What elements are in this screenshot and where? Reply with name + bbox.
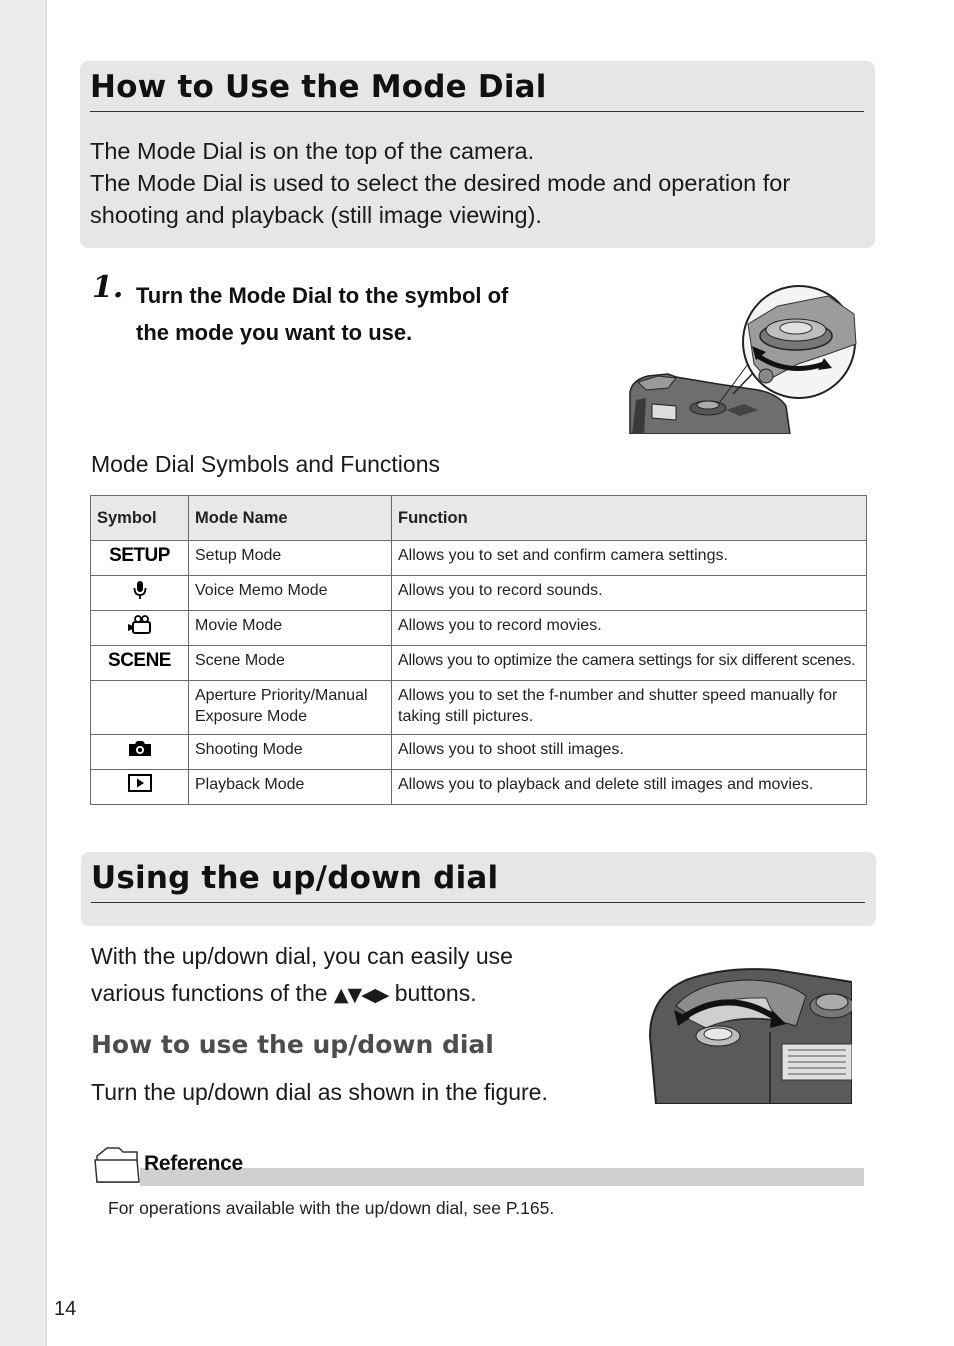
column-header: Function <box>392 496 867 541</box>
reference-bar <box>140 1168 864 1186</box>
symbol-cell <box>91 611 189 646</box>
body-text-prefix: various functions of the <box>91 980 328 1006</box>
step-instruction <box>136 277 508 351</box>
function-cell: Allows you to shoot still images. <box>392 735 867 770</box>
page-margin-strip <box>0 0 47 1346</box>
symbol-cell <box>91 681 189 735</box>
table-row <box>91 770 867 805</box>
function-cell <box>392 681 867 735</box>
mode-name-line: Aperture Priority/Manual <box>195 687 368 704</box>
function-cell: Allows you to optimize the camera settings for six different scenes. <box>392 646 867 681</box>
function-line: Allows you to set the f-number and shutter speed manually for <box>398 687 838 704</box>
mode-name-cell: Movie Mode <box>189 611 392 646</box>
column-header: Mode Name <box>189 496 392 541</box>
mode-name-cell <box>189 681 392 735</box>
mode-name-line: Exposure Mode <box>195 708 308 725</box>
mode-dial-table <box>90 495 867 805</box>
function-cell: Allows you to record sounds. <box>392 576 867 611</box>
mode-dial-camera-illustration <box>628 284 860 434</box>
table-header-row <box>91 496 867 541</box>
table-row <box>91 576 867 611</box>
arrow-buttons-icon: ▲▼◀▶ <box>333 984 389 1006</box>
symbol-cell <box>91 770 189 805</box>
symbol-cell <box>91 646 189 681</box>
mode-name-cell: Setup Mode <box>189 541 392 576</box>
function-cell: Allows you to record movies. <box>392 611 867 646</box>
scene-text-icon: SCENE <box>108 650 171 671</box>
table-row <box>91 541 867 576</box>
table-caption: Mode Dial Symbols and Functions <box>91 451 440 477</box>
symbol-cell <box>91 735 189 770</box>
instruction-text: Turn the up/down dial as shown in the figure. <box>91 1079 548 1105</box>
symbol-cell <box>91 541 189 576</box>
setup-text-icon: SETUP <box>109 545 170 566</box>
up-down-dial-section-box <box>81 852 876 926</box>
playback-icon <box>128 774 152 792</box>
movie-camera-icon <box>127 615 153 635</box>
intro-line: shooting and playback (still image viewing). <box>90 202 542 228</box>
mode-name-cell: Shooting Mode <box>189 735 392 770</box>
camera-icon <box>128 739 152 757</box>
table-row <box>91 611 867 646</box>
reference-label: Reference <box>144 1152 243 1175</box>
mode-name-cell: Voice Memo Mode <box>189 576 392 611</box>
step-number: 1. <box>92 270 124 305</box>
up-down-dial-camera-illustration <box>646 966 852 1104</box>
symbol-cell <box>91 576 189 611</box>
table-row <box>91 681 867 735</box>
column-header: Symbol <box>91 496 189 541</box>
microphone-icon <box>133 580 147 600</box>
subheading-how-to-use: How to use the up/down dial <box>91 1030 494 1059</box>
mode-name-cell: Scene Mode <box>189 646 392 681</box>
section-title-mode-dial: How to Use the Mode Dial <box>90 69 864 112</box>
intro-line: The Mode Dial is used to select the desired mode and operation for <box>90 170 791 196</box>
step-line: Turn the Mode Dial to the symbol of <box>136 283 509 308</box>
function-line: taking still pictures. <box>398 708 534 725</box>
body-text-suffix: buttons. <box>394 980 477 1006</box>
table-row <box>91 735 867 770</box>
function-cell: Allows you to set and confirm camera settings. <box>392 541 867 576</box>
page-number: 14 <box>54 1298 77 1320</box>
mode-dial-intro <box>90 135 790 231</box>
intro-line: The Mode Dial is on the top of the camera. <box>90 138 535 164</box>
mode-dial-section-box <box>80 61 875 248</box>
table-row <box>91 646 867 681</box>
reference-text: For operations available with the up/down dial, see P.165. <box>108 1198 555 1218</box>
step-line: the mode you want to use. <box>136 320 413 345</box>
reference-folder-icon <box>93 1142 143 1186</box>
section-title-up-down-dial: Using the up/down dial <box>91 860 865 903</box>
mode-name-cell: Playback Mode <box>189 770 392 805</box>
up-down-body-line: With the up/down dial, you can easily use <box>91 943 513 969</box>
up-down-body-line-2 <box>91 980 477 1007</box>
function-cell: Allows you to playback and delete still images and movies. <box>392 770 867 805</box>
